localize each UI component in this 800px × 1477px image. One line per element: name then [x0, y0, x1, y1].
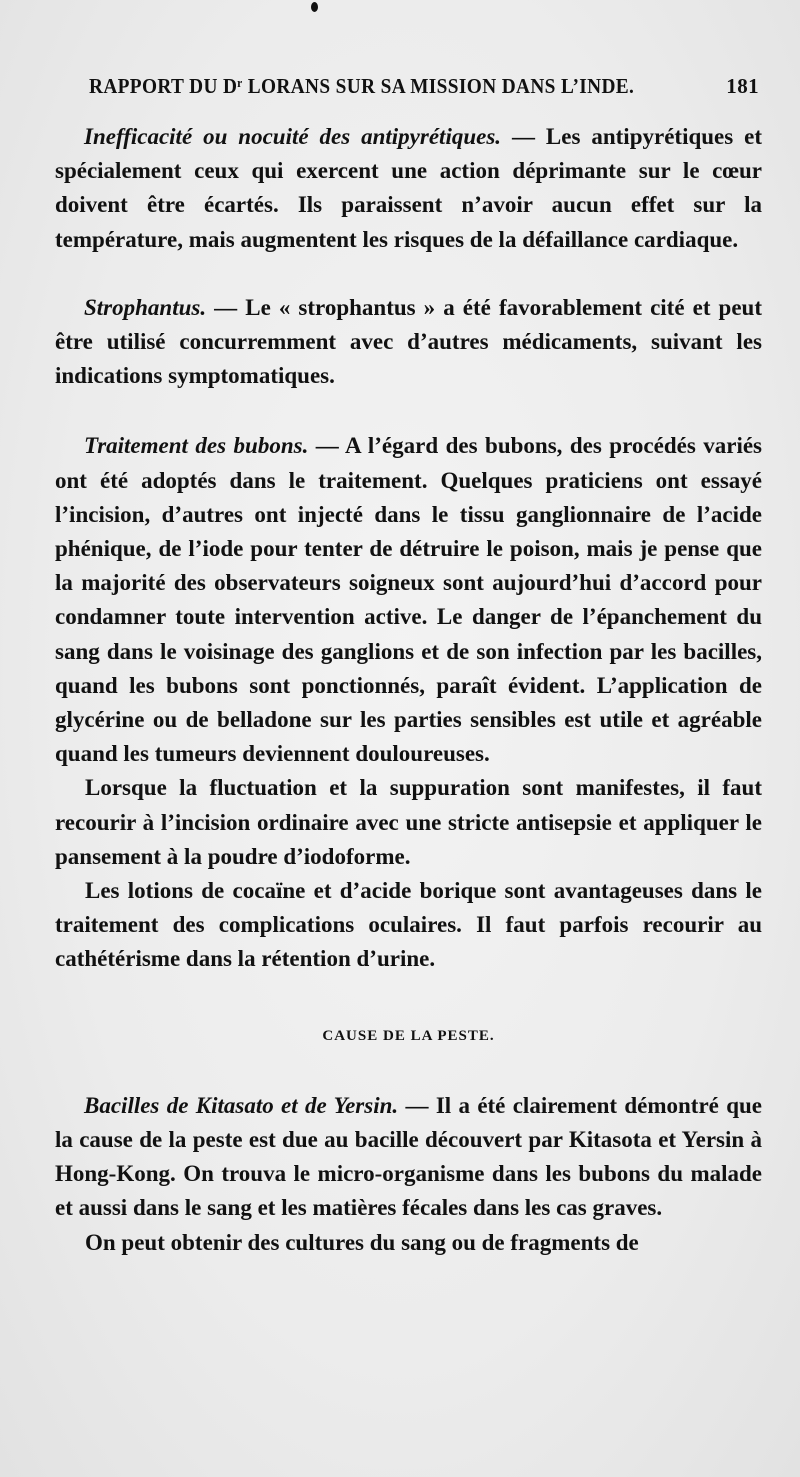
- paragraph-lotions: Les lotions de cocaïne et d’acide borique sont avantageuses dans le traitement des complications oculaires. Il faut parfois recourir au cathétérisme dans la rétention d’urine.: [55, 878, 762, 972]
- paragraph-cultures: On peut obtenir des cultures du sang ou de fragments de: [85, 1229, 639, 1255]
- page-body: [55, 120, 762, 1260]
- runin-heading: Bacilles de Kitasato et de Yersin.: [84, 1092, 399, 1118]
- runin-heading: Strophantus.: [84, 294, 207, 320]
- paragraph-bacilles: [55, 1089, 762, 1226]
- em-dash: —: [206, 294, 246, 320]
- runin-heading: Traitement des bubons.: [84, 433, 309, 459]
- em-dash: —: [398, 1092, 436, 1118]
- paragraph-text: Le « strophantus » a été favorablement cité et peut être utilisé concurremment avec d’autres médicaments, suivant les indications symptomatiques.: [55, 294, 763, 389]
- section-heading: CAUSE DE LA PESTE.: [322, 1027, 495, 1044]
- spacer: [55, 393, 762, 429]
- paragraph-text: Il a été clairement démontré que la cause de la peste est due au bacille découvert par Kitasota et Yersin à Hong-Kong. On trouva le micro-organisme dans les bubons du malade et aussi dans le sang et les matières fécales dans les cas graves.: [55, 1092, 763, 1221]
- spacer: [55, 257, 762, 291]
- runin-heading: Inefficacité ou nocuité des antipyrétiques.: [84, 124, 502, 149]
- paragraph-antipyretiques: [55, 120, 762, 257]
- ink-dot-mark: [311, 2, 318, 12]
- em-dash: —: [308, 433, 346, 459]
- em-dash: —: [501, 124, 546, 149]
- paragraph-strophantus: [55, 291, 762, 394]
- page-number: 181: [726, 74, 759, 98]
- paragraph-fluctuation: Lorsque la fluctuation et la suppuration sont manifestes, il faut recourir à l’incision ordinaire avec une stricte antisepsie et appliquer le pansement à la poudre d’iodoforme.: [55, 775, 762, 869]
- running-title: RAPPORT DU Dʳ LORANS SUR SA MISSION DANS L’INDE.: [89, 74, 635, 98]
- paragraph-bubons: [55, 429, 762, 771]
- paragraph-text: Les antipyrétiques et spécialement ceux qui exercent une action déprimante sur le cœur doivent être écartés. Ils paraissent n’avoir aucun effet sur la température, mais augmentent les risques de la défaillance cardiaque.: [55, 124, 762, 252]
- running-head: [89, 74, 759, 99]
- paragraph-text: A l’égard des bubons, des procédés variés ont été adoptés dans le traitement. Quelques praticiens ont essayé l’incision, d’autres ont injecté dans le tissu ganglionnaire de l’acide phénique, de l’iode pour tenter de détruire le poison, mais je pense que la majorité des observateurs soigneux sont aujourd’hui d’accord pour condamner toute intervention active. Le danger de l’épanchement du sang dans le voisinage des ganglions et de son infection par les bacilles, quand les bubons sont ponctionnés, paraît évident. L’application de glycérine ou de belladone sur les parties sensibles est utile et agréable quand les tumeurs deviennent douloureuses.: [55, 433, 763, 767]
